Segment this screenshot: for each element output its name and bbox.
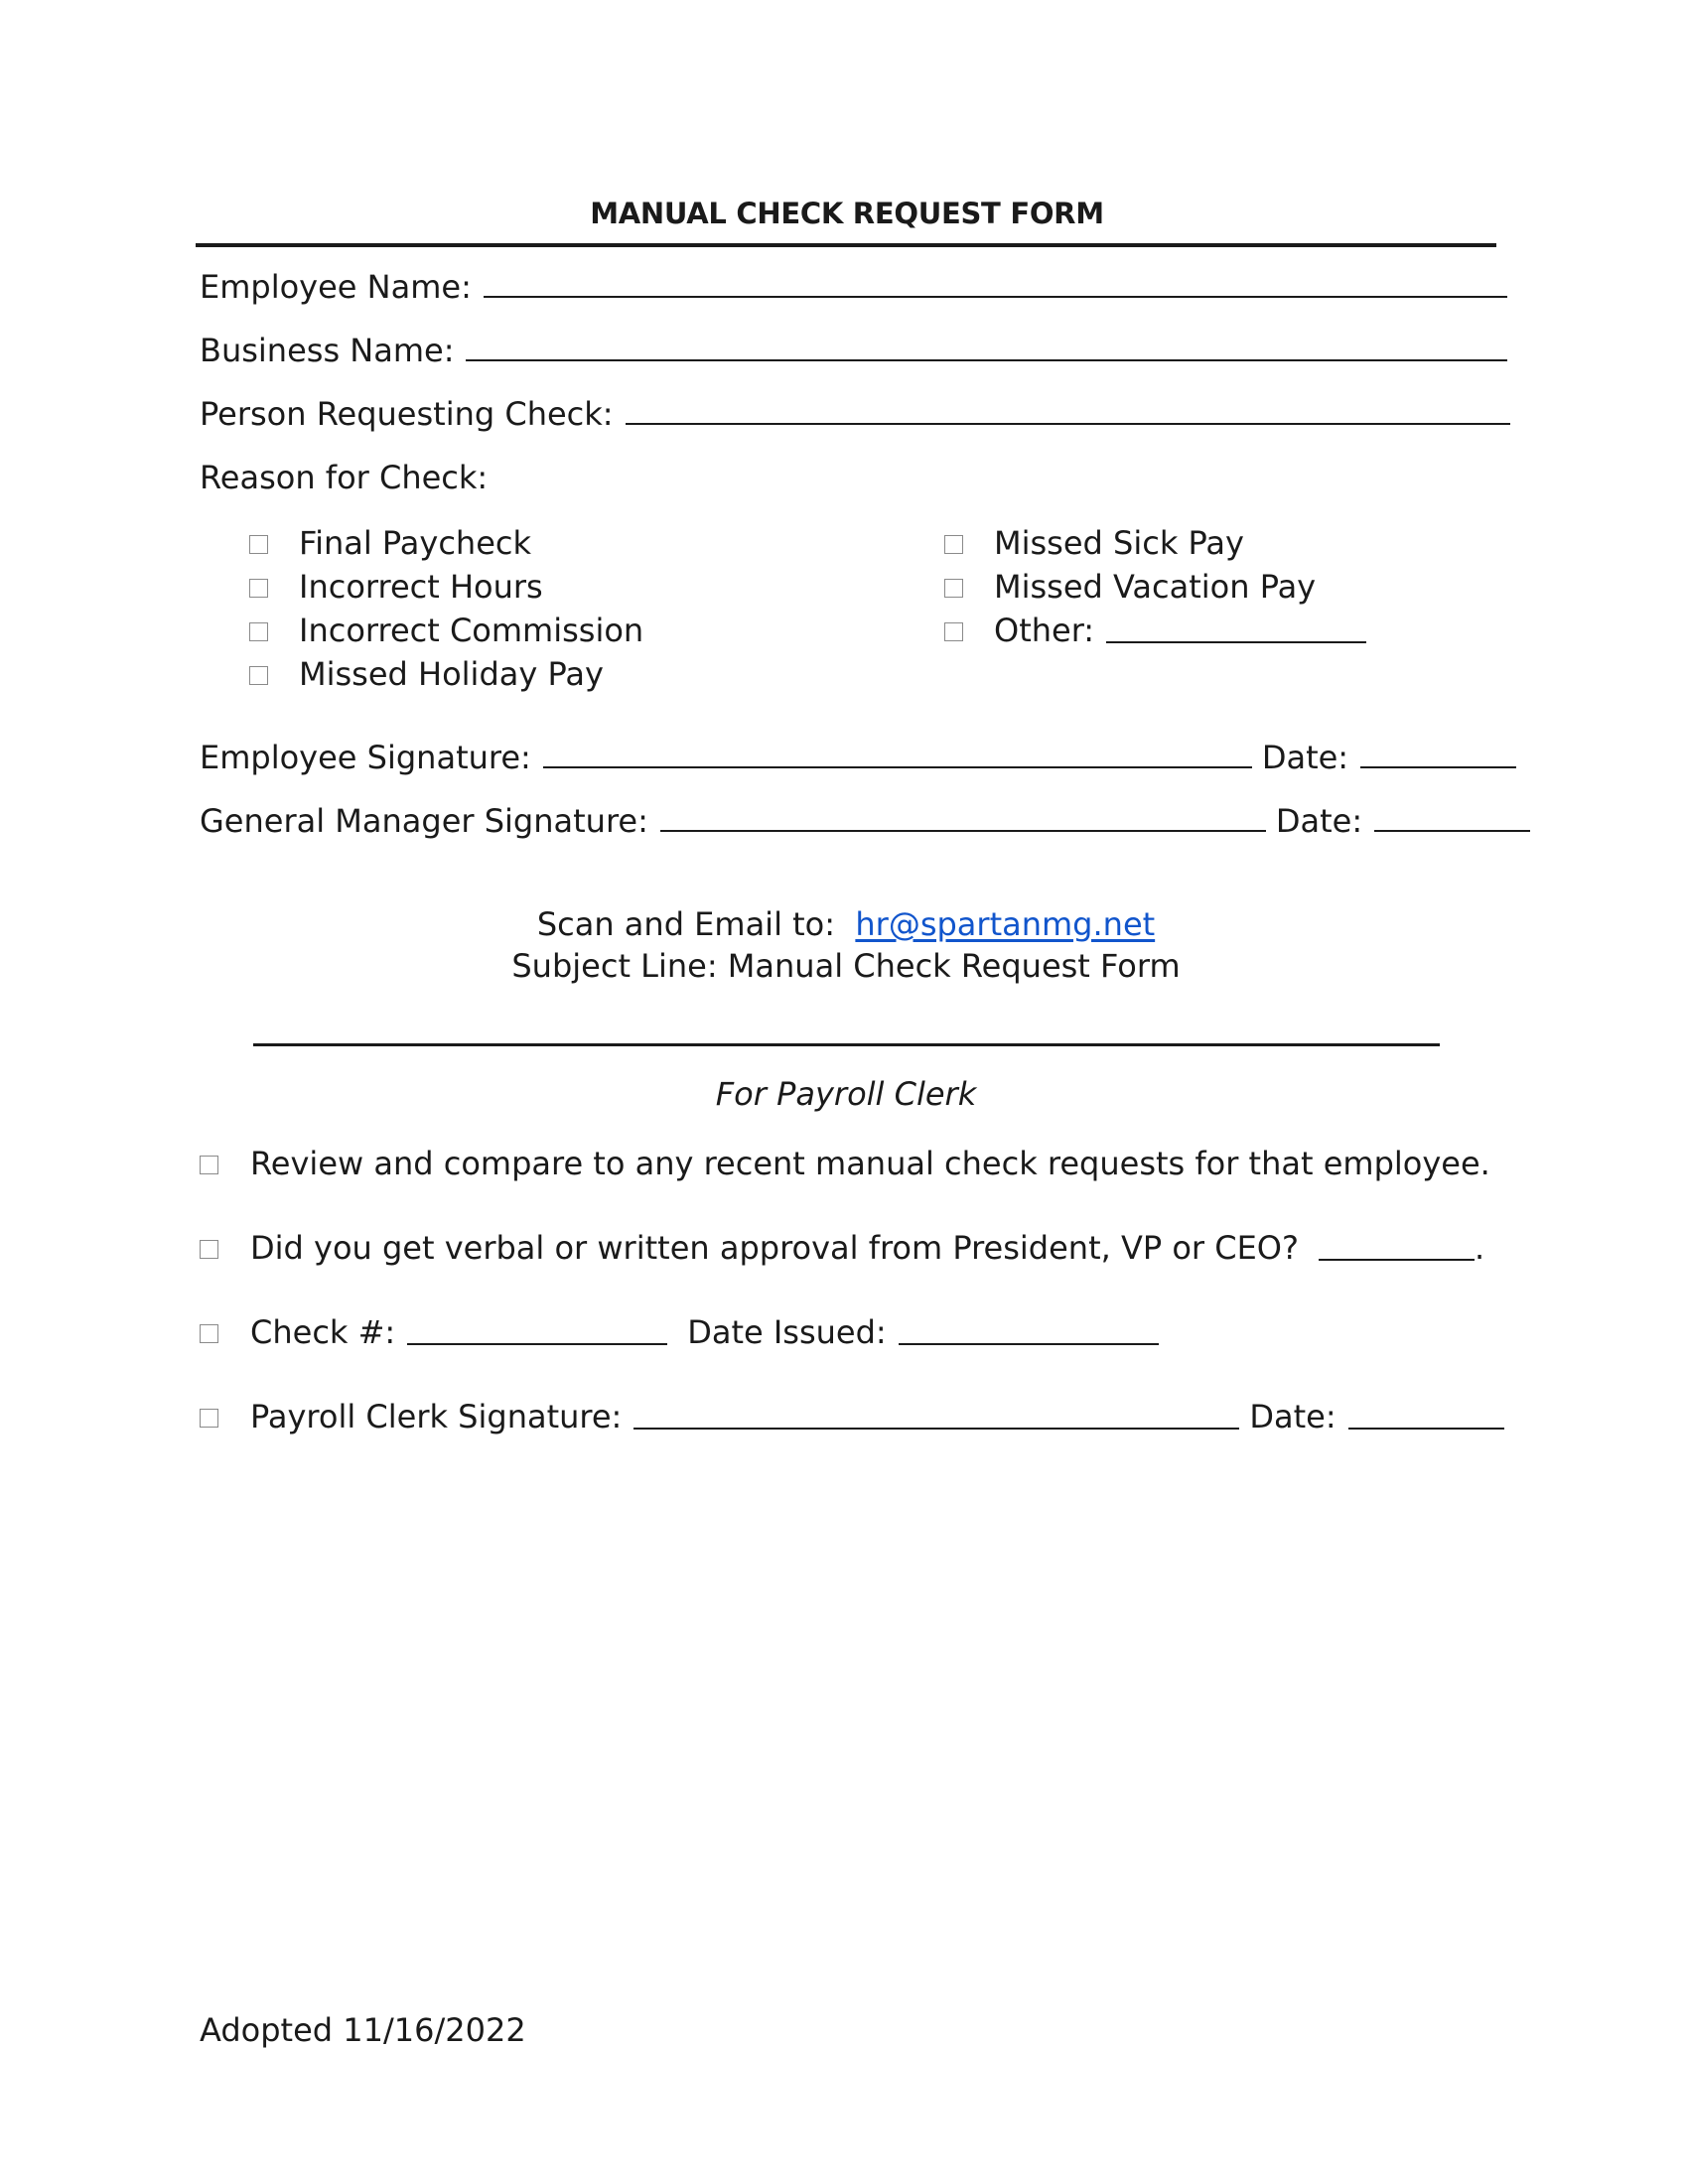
employee-name-label: Employee Name: [200,268,472,306]
other-checkbox[interactable] [944,622,963,641]
reason-incorrect-hours [249,568,543,606]
clerk-date-field[interactable] [1348,1404,1504,1430]
clerk-signature-field[interactable] [633,1404,1239,1430]
final-paycheck-checkbox[interactable] [249,535,268,554]
reason-incorrect-commission [249,612,643,649]
form-title: MANUAL CHECK REQUEST FORM [590,197,1104,230]
employee-signature-row [200,739,1516,776]
payroll-signature-item [200,1398,1504,1435]
payroll-review-item [200,1145,1490,1182]
date-issued-label: Date Issued: [687,1313,887,1351]
approval-text: Did you get verbal or written approval from President, VP or CEO? [250,1229,1299,1267]
email-link[interactable]: hr@spartanmg.net [855,905,1156,943]
incorrect-hours-checkbox[interactable] [249,579,268,598]
employee-signature-label: Employee Signature: [200,739,531,776]
business-name-field[interactable] [466,334,1507,361]
manager-signature-row [200,802,1530,840]
reason-other [944,612,1366,649]
person-requesting-field[interactable] [626,397,1510,425]
reason-row [200,459,488,496]
check-number-label: Check #: [250,1313,396,1351]
business-name-row [200,332,1507,369]
missed-sick-pay-checkbox[interactable] [944,535,963,554]
title-divider [196,243,1496,247]
subject-line: Subject Line: Manual Check Request Form [511,947,1181,985]
approval-period: . [1474,1229,1485,1267]
reason-missed-sick-pay [944,524,1244,562]
other-field[interactable] [1106,617,1366,643]
date-issued-field[interactable] [899,1319,1159,1345]
review-text: Review and compare to any recent manual check requests for that employee. [250,1145,1490,1182]
scan-email-line [196,905,1496,943]
clerk-signature-checkbox[interactable] [200,1409,218,1428]
employee-signature-field[interactable] [543,741,1252,768]
person-requesting-row [200,395,1510,433]
incorrect-commission-checkbox[interactable] [249,622,268,641]
manager-signature-field[interactable] [660,804,1266,832]
employee-name-field[interactable] [484,270,1507,298]
adopted-date: Adopted 11/16/2022 [200,2011,526,2049]
review-checkbox[interactable] [200,1156,218,1174]
other-label: Other: [994,612,1095,649]
reason-missed-vacation-pay [944,568,1316,606]
reason-label: Reason for Check: [200,459,489,496]
person-requesting-label: Person Requesting Check: [200,395,614,433]
incorrect-hours-label: Incorrect Hours [299,568,543,606]
clerk-date-label: Date: [1249,1398,1336,1435]
final-paycheck-label: Final Paycheck [299,524,532,562]
approval-field[interactable] [1319,1235,1475,1261]
employee-name-row [200,268,1507,306]
missed-vacation-pay-label: Missed Vacation Pay [994,568,1317,606]
employee-date-label: Date: [1261,739,1349,776]
check-number-field[interactable] [407,1319,667,1345]
section-divider [253,1043,1440,1046]
payroll-heading: For Payroll Clerk [715,1075,977,1113]
approval-checkbox[interactable] [200,1240,218,1259]
manager-date-field[interactable] [1374,804,1530,832]
reason-final-paycheck [249,524,531,562]
reason-missed-holiday-pay [249,655,604,693]
clerk-signature-label: Payroll Clerk Signature: [250,1398,623,1435]
missed-holiday-pay-label: Missed Holiday Pay [299,655,604,693]
payroll-approval-item [200,1229,1484,1267]
missed-vacation-pay-checkbox[interactable] [944,579,963,598]
manager-signature-label: General Manager Signature: [200,802,648,840]
scan-label: Scan and Email to: [536,905,836,943]
employee-date-field[interactable] [1360,741,1516,768]
check-checkbox[interactable] [200,1324,218,1343]
business-name-label: Business Name: [200,332,455,369]
missed-holiday-pay-checkbox[interactable] [249,666,268,685]
missed-sick-pay-label: Missed Sick Pay [994,524,1244,562]
manager-date-label: Date: [1275,802,1363,840]
payroll-check-item [200,1313,1159,1351]
incorrect-commission-label: Incorrect Commission [299,612,644,649]
